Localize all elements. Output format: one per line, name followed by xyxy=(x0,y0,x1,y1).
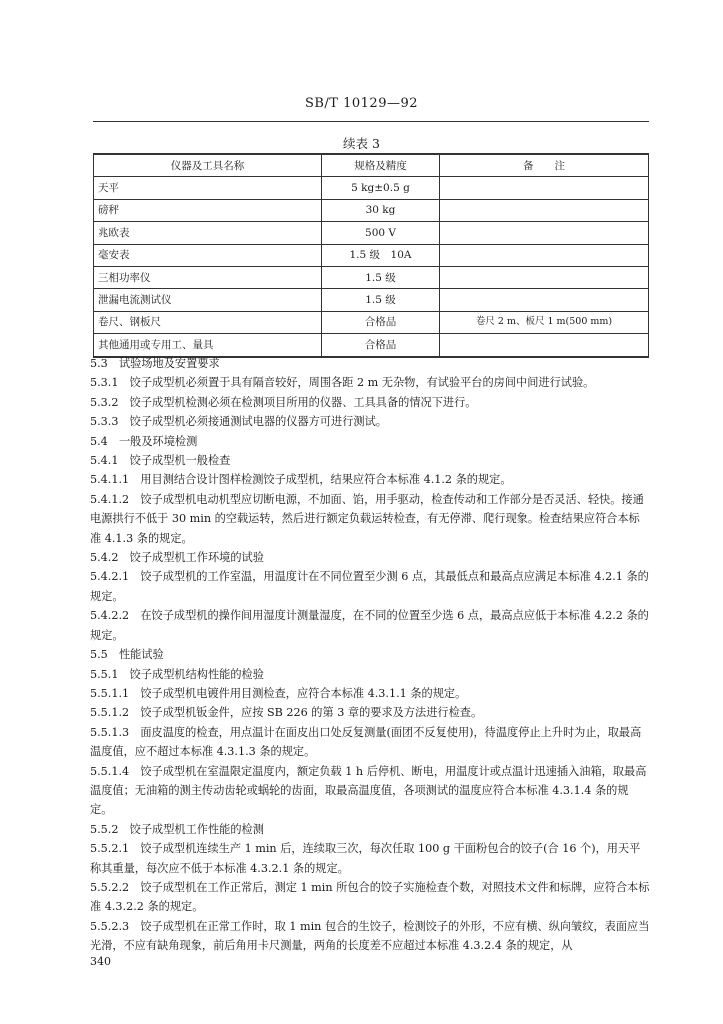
cell-instrument-name: 兆欧表 xyxy=(94,222,322,244)
paragraph: 5.5 性能试验 xyxy=(90,648,164,662)
cell-instrument-name: 其他通用或专用工、量具 xyxy=(94,334,322,357)
paragraph: 5.4.1.1 用目测结合设计图样检测饺子成型机，结果应符合本标准 4.1.2 条的规定。 xyxy=(90,473,512,487)
cell-instrument-name: 卷尺、钢板尺 xyxy=(94,311,322,333)
instrument-table xyxy=(93,153,649,358)
paragraph: 5.3.2 饺子成型机检测必须在检测项目所用的仪器、工具具备的情况下进行。 xyxy=(90,395,477,409)
paragraph: 5.5.1.3 面皮温度的检查，用点温计在面皮出口处反复测量(面团不反复使用)，待温度停止上升时为止，取最高温度值，应不超过本标准 4.3.1.3 条的规定。 xyxy=(90,725,642,759)
table-header-row xyxy=(94,154,649,177)
cell-instrument-name: 三相功率仪 xyxy=(94,266,322,288)
paragraph: 5.4 一般及环境检测 xyxy=(90,434,198,448)
paragraph: 5.5.1 饺子成型机结构性能的检验 xyxy=(90,667,264,681)
cell-note xyxy=(440,266,649,288)
paragraph: 5.3 试验场地及安置要求 xyxy=(90,357,220,370)
cell-instrument-name: 磅秤 xyxy=(94,199,322,221)
cell-spec: 5 kg±0.5 g xyxy=(322,177,440,199)
paragraph: 5.4.2 饺子成型机工作环境的试验 xyxy=(90,551,264,565)
body-text xyxy=(90,354,650,956)
paragraph: 5.5.2.3 饺子成型机在正常工作时，取 1 min 包合的生饺子，检测饺子的外形，不应有横、纵向皱纹，表面应当光滑，不应有缺角现象，前后角用卡尺测量，两角的长度差不应超过本标准 4.3.2.4 条的规定，从 xyxy=(90,919,650,953)
table-row xyxy=(94,177,649,199)
cell-instrument-name: 天平 xyxy=(94,177,322,199)
paragraph: 5.4.1.2 饺子成型机电动机型应切断电源，不加面、馅，用手驱动，检查传动和工作部分是否灵活、轻快。接通电源拱行不低于 30 min 的空载运转，然后进行额定负载运转检查，有无停滞、爬行现象。检查结果应符合本标准 4.1.3 条的规定。 xyxy=(90,492,644,545)
cell-note: 卷尺 2 m、板尺 1 m(500 mm) xyxy=(440,311,649,333)
paragraph: 5.5.1.4 饺子成型机在室温限定温度内，额定负载 1 h 后停机、断电，用温度计或点温计迅速插入油箱，取最高温度值；无油箱的测主传动齿轮或蜗轮的齿面，取最高温度值，各项测试的温度应符合本标准 4.3.1.4 条的规定。 xyxy=(90,764,647,817)
cell-spec: 1.5 级 10A xyxy=(322,244,440,266)
paragraph: 5.3.3 饺子成型机必须接通测试电器的仪器方可进行测试。 xyxy=(90,415,387,429)
paragraph: 5.5.1.1 饺子成型机电镀件用目测检查，应符合本标准 4.3.1.1 条的规定。 xyxy=(90,686,467,700)
table-caption: 续表 3 xyxy=(343,136,380,151)
cell-spec: 1.5 级 xyxy=(322,266,440,288)
table-row xyxy=(94,199,649,221)
cell-spec: 合格品 xyxy=(322,334,440,357)
header-instrument-name: 仪器及工具名称 xyxy=(94,154,322,177)
table-row xyxy=(94,244,649,266)
paragraph: 5.5.2 饺子成型机工作性能的检测 xyxy=(90,822,264,836)
page-number: 340 xyxy=(90,955,111,968)
paragraph: 5.5.2.1 饺子成型机连续生产 1 min 后，连续取三次，每次任取 100 g 干面粉包合的饺子(合 16 个)，用天平称其重量，每次应不低于本标准 4.3.2.1 条的规定。 xyxy=(90,842,641,875)
cell-spec: 30 kg xyxy=(322,199,440,221)
cell-instrument-name: 毫安表 xyxy=(94,244,322,266)
cell-note xyxy=(440,177,649,199)
standard-code: SB/T 10129—92 xyxy=(304,96,419,111)
paragraph: 5.4.2.2 在饺子成型机的操作间用湿度计测量湿度，在不同的位置至少选 6 点，最高点应低于本标准 4.2.2 条的规定。 xyxy=(90,609,649,642)
header-spec: 规格及精度 xyxy=(322,154,440,177)
header-rule xyxy=(93,121,649,122)
cell-spec: 500 V xyxy=(322,222,440,244)
cell-note xyxy=(440,199,649,221)
cell-note xyxy=(440,289,649,311)
header-notes: 备 注 xyxy=(440,154,649,177)
cell-instrument-name: 泄漏电流测试仪 xyxy=(94,289,322,311)
cell-note xyxy=(440,222,649,244)
paragraph: 5.4.1 饺子成型机一般检查 xyxy=(90,454,231,468)
table-row xyxy=(94,222,649,244)
cell-note xyxy=(440,244,649,266)
paragraph: 5.4.2.1 饺子成型机的工作室温，用温度计在不同位置至少测 6 点，其最低点和最高点应满足本标准 4.2.1 条的规定。 xyxy=(90,570,649,603)
paragraph: 5.5.2.2 饺子成型机在工作正常后，测定 1 min 所包合的饺子实施检查个数，对照技术文件和标牌，应符合本标准 4.3.2.2 条的规定。 xyxy=(90,880,650,914)
cell-spec: 合格品 xyxy=(322,311,440,333)
paragraph: 5.3.1 饺子成型机必须置于具有隔音较好，周围各距 2 m 无杂物，有试验平台的房间中间进行试验。 xyxy=(90,376,595,390)
table-row xyxy=(94,289,649,311)
cell-spec: 1.5 级 xyxy=(322,289,440,311)
paragraph: 5.5.1.2 饺子成型机钣金件，应按 SB 226 的第 3 章的要求及方法进行检查。 xyxy=(90,706,483,720)
table-row xyxy=(94,311,649,333)
table-row xyxy=(94,266,649,288)
